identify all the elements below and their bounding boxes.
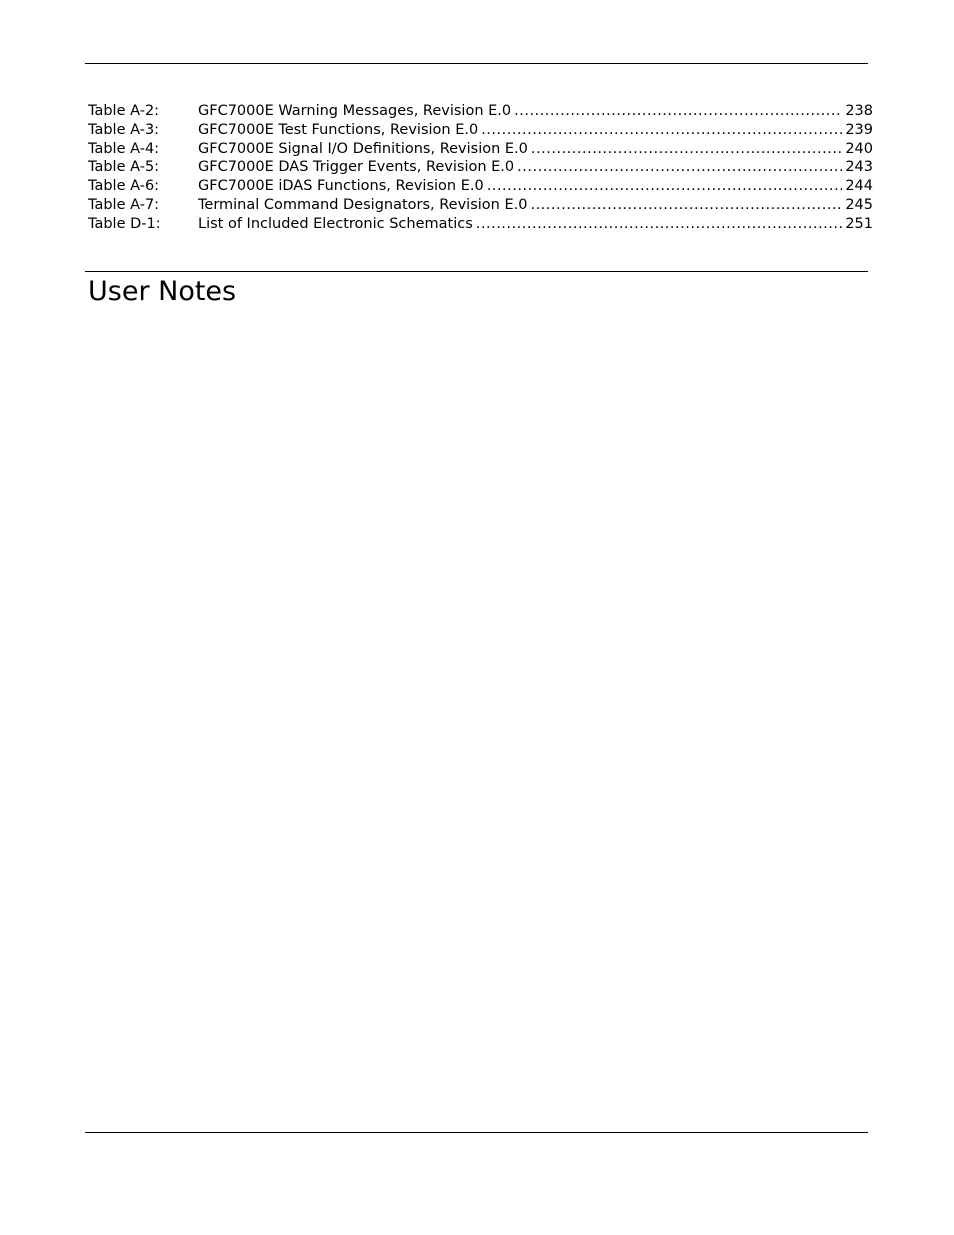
footer-rule <box>85 1132 868 1133</box>
toc-entry-title: Terminal Command Designators, Revision E.0 <box>198 196 528 213</box>
toc-entry-title: GFC7000E iDAS Functions, Revision E.0 <box>198 178 484 195</box>
toc-entry-title: GFC7000E Test Functions, Revision E.0 <box>198 121 479 138</box>
toc-entry-label: Table A-2: <box>88 103 160 119</box>
table-of-contents-list <box>88 102 873 234</box>
toc-entry-table-a-5[interactable] <box>88 158 873 177</box>
toc-entry-table-a-4[interactable] <box>88 140 873 159</box>
section-heading-user-notes: User Notes <box>88 276 237 307</box>
toc-dot-leader <box>481 121 842 140</box>
toc-entry-label: Table A-7: <box>88 196 160 213</box>
toc-entry-label: Table A-5: <box>88 159 160 176</box>
toc-entry-label: Table D-1: <box>88 215 161 232</box>
toc-entry-page: 238 <box>845 103 873 119</box>
toc-entry-page: 245 <box>845 196 873 213</box>
toc-dot-leader <box>531 140 842 159</box>
toc-entry-label: Table A-3: <box>88 121 160 138</box>
toc-entry-table-a-3[interactable] <box>88 121 873 140</box>
toc-dot-leader <box>514 102 842 121</box>
toc-dot-leader <box>487 177 843 196</box>
toc-entry-page: 244 <box>845 178 873 195</box>
toc-entry-page: 240 <box>845 140 873 157</box>
toc-entry-page: 251 <box>845 215 873 232</box>
toc-entry-label: Table A-4: <box>88 140 160 157</box>
toc-entry-title: GFC7000E Warning Messages, Revision E.0 <box>198 103 512 119</box>
toc-entry-title: GFC7000E Signal I/O Definitions, Revision E.0 <box>198 140 528 157</box>
toc-entry-table-a-7[interactable] <box>88 196 873 215</box>
toc-entry-page: 243 <box>845 159 873 176</box>
header-rule <box>85 63 868 64</box>
toc-entry-label: Table A-6: <box>88 178 160 195</box>
toc-dot-leader <box>530 196 842 215</box>
toc-dot-leader <box>517 158 842 177</box>
toc-entry-page: 239 <box>845 121 873 138</box>
toc-entry-title: List of Included Electronic Schematics <box>198 215 473 232</box>
toc-entry-table-a-2[interactable] <box>88 102 873 121</box>
toc-entry-title: GFC7000E DAS Trigger Events, Revision E.0 <box>198 159 515 176</box>
toc-dot-leader <box>476 215 843 234</box>
toc-entry-table-d-1[interactable] <box>88 215 873 234</box>
toc-entry-table-a-6[interactable] <box>88 177 873 196</box>
